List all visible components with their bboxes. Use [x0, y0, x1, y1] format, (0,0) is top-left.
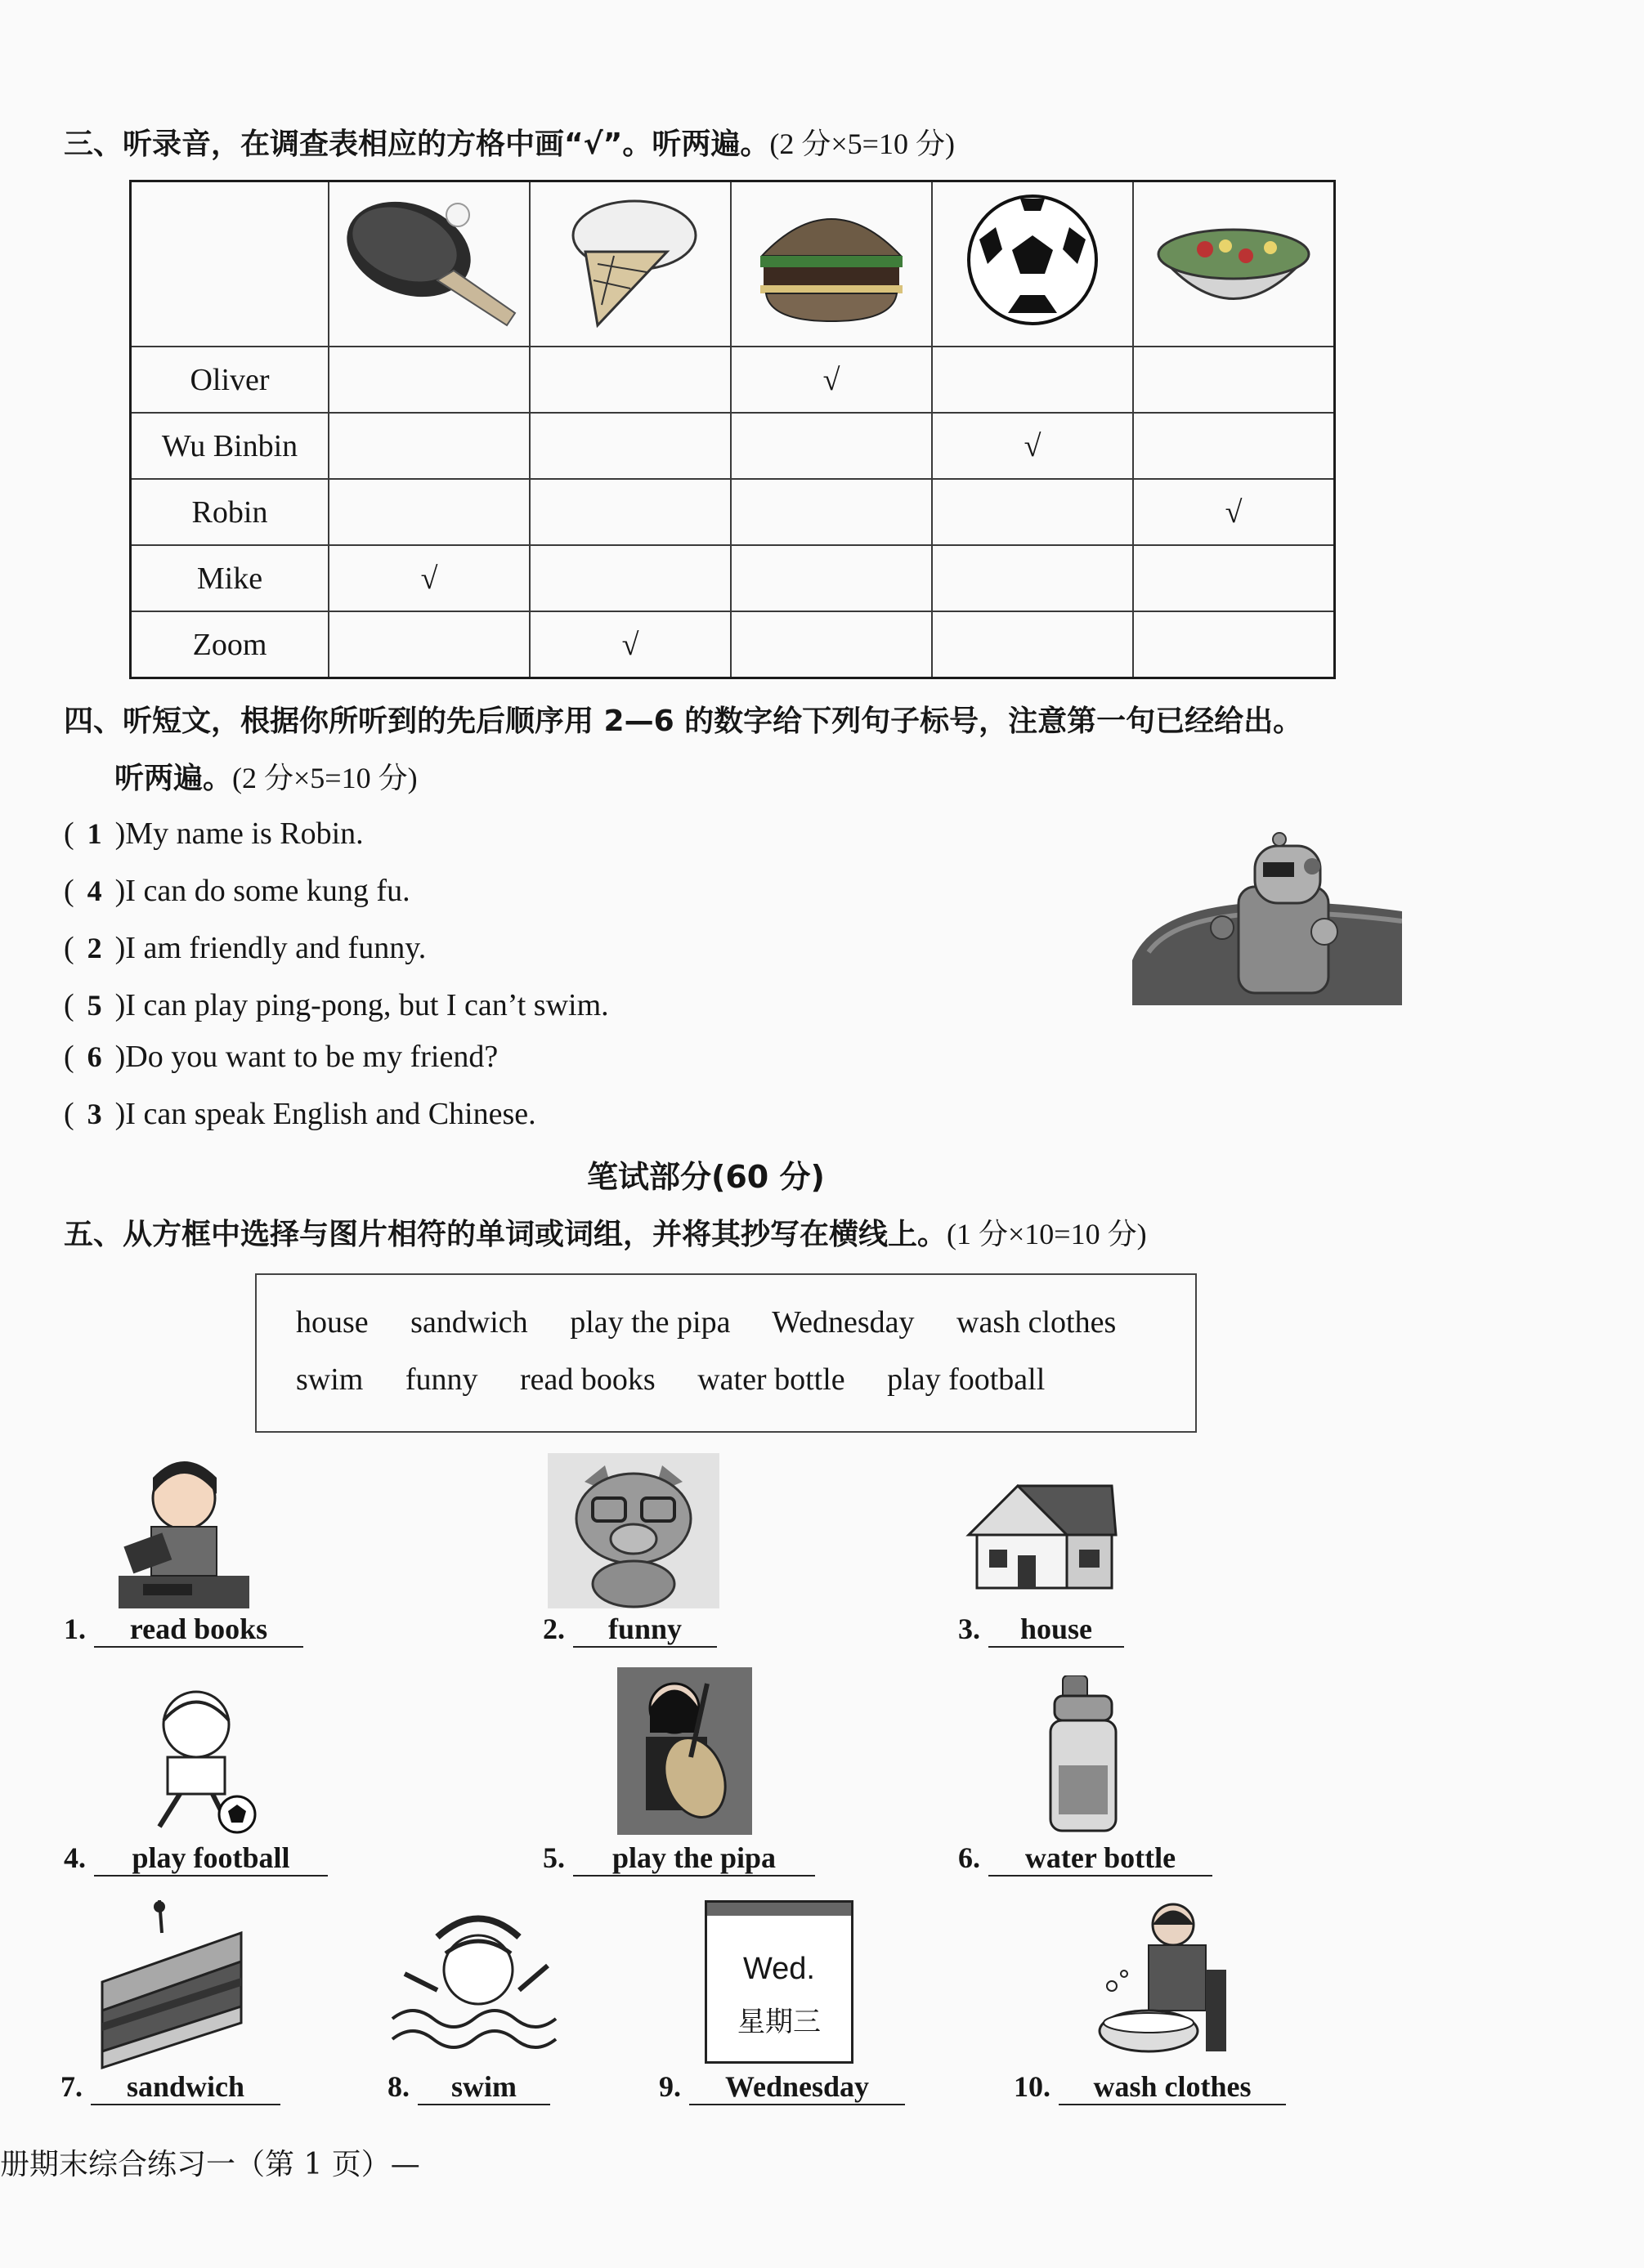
row-name: Mike — [131, 545, 329, 611]
calendar-day-cn: 星期三 — [737, 2006, 821, 2038]
answer-10: 10. wash clothes — [1014, 2069, 1286, 2105]
row-name: Wu Binbin — [131, 413, 329, 479]
salad-bowl-icon — [1133, 181, 1335, 347]
robot-icon — [1132, 830, 1402, 1013]
answer-6: 6. water bottle — [958, 1841, 1212, 1877]
answer-blank[interactable]: water bottle — [988, 1841, 1212, 1877]
answer-2: 2. funny — [543, 1612, 717, 1648]
football-icon — [932, 181, 1133, 347]
survey-table — [129, 180, 1336, 679]
section4-heading-line2: 听两遍。(2 分×5=10 分) — [114, 762, 418, 795]
survey-row — [131, 611, 1335, 678]
word-option: house — [296, 1305, 369, 1340]
check-cell[interactable] — [329, 479, 530, 545]
word-option: sandwich — [410, 1305, 528, 1340]
section5-heading: 五、从方框中选择与图片相符的单词或词组，并将其抄写在横线上。(1 分×10=10 分) — [64, 1218, 1147, 1251]
page-footer: 册期末综合练习一（第 1 页）— — [0, 2148, 420, 2181]
row-name: Oliver — [131, 347, 329, 413]
check-cell[interactable]: √ — [1133, 479, 1335, 545]
check-cell[interactable] — [530, 479, 731, 545]
word-bank-row — [296, 1304, 1150, 1340]
answer-blank[interactable]: play football — [94, 1841, 328, 1877]
check-cell[interactable] — [1133, 347, 1335, 413]
answer-3: 3. house — [958, 1612, 1124, 1648]
check-cell[interactable] — [329, 347, 530, 413]
section4-heading: 四、听短文，根据你所听到的先后顺序用 2—6 的数字给下列句子标号，注意第一句已经给出。 — [64, 705, 1303, 738]
order-number[interactable]: 4 — [87, 875, 102, 907]
check-cell[interactable] — [1133, 611, 1335, 678]
answer-blank[interactable]: play the pipa — [573, 1841, 815, 1877]
list-item: ( 2 )I am friendly and funny. — [64, 931, 427, 965]
survey-row — [131, 479, 1335, 545]
check-cell[interactable] — [731, 479, 932, 545]
word-option: wash clothes — [956, 1305, 1117, 1340]
check-cell[interactable] — [329, 611, 530, 678]
word-bank-box — [255, 1273, 1197, 1433]
check-cell[interactable]: √ — [329, 545, 530, 611]
answer-5: 5. play the pipa — [543, 1841, 815, 1877]
hamburger-icon — [731, 181, 932, 347]
order-number[interactable]: 3 — [87, 1098, 102, 1130]
sentence-list — [64, 816, 1127, 1137]
answer-blank[interactable]: Wednesday — [689, 2069, 905, 2105]
girl-reading-icon — [119, 1453, 249, 1608]
word-option: water bottle — [697, 1362, 845, 1397]
pig-toy-icon — [548, 1453, 719, 1608]
section3-heading: 三、听录音，在调查表相应的方格中画“√”。听两遍。(2 分×5=10 分) — [64, 127, 955, 161]
answer-9: 9. Wednesday — [659, 2069, 905, 2105]
check-cell[interactable] — [530, 413, 731, 479]
check-cell[interactable] — [329, 413, 530, 479]
check-cell[interactable] — [1133, 413, 1335, 479]
sandwich-icon — [98, 1900, 249, 2072]
check-cell[interactable] — [530, 545, 731, 611]
boy-football-icon — [131, 1675, 266, 1835]
check-cell[interactable] — [731, 611, 932, 678]
word-option: read books — [520, 1362, 656, 1397]
check-cell[interactable] — [932, 347, 1133, 413]
check-cell[interactable] — [731, 545, 932, 611]
boy-swimming-icon — [388, 1904, 560, 2068]
water-bottle-icon — [1038, 1675, 1128, 1835]
answer-7: 7. sandwich — [60, 2069, 280, 2105]
word-option: play football — [887, 1362, 1046, 1397]
corner-cell — [131, 181, 329, 347]
list-item: ( 5 )I can play ping-pong, but I can’t swim. — [64, 988, 609, 1022]
answer-1: 1. read books — [64, 1612, 303, 1648]
order-number[interactable]: 5 — [87, 989, 102, 1022]
check-cell[interactable]: √ — [932, 413, 1133, 479]
check-cell[interactable] — [731, 413, 932, 479]
list-item: ( 1 )My name is Robin. — [64, 816, 364, 851]
survey-row — [131, 413, 1335, 479]
check-cell[interactable] — [932, 611, 1133, 678]
answer-blank[interactable]: swim — [418, 2069, 550, 2105]
check-cell[interactable] — [932, 545, 1133, 611]
answer-8: 8. swim — [387, 2069, 550, 2105]
order-number[interactable]: 1 — [87, 817, 102, 850]
answer-4: 4. play football — [64, 1841, 328, 1877]
list-item: ( 6 )Do you want to be my friend? — [64, 1040, 499, 1074]
check-cell[interactable] — [530, 347, 731, 413]
order-number[interactable]: 2 — [87, 932, 102, 964]
check-cell[interactable]: √ — [530, 611, 731, 678]
list-item: ( 4 )I can do some kung fu. — [64, 874, 410, 908]
word-option: play the pipa — [570, 1305, 731, 1340]
word-option: Wednesday — [772, 1305, 915, 1340]
survey-row — [131, 545, 1335, 611]
row-name: Robin — [131, 479, 329, 545]
answer-blank[interactable]: house — [988, 1612, 1124, 1648]
word-option: funny — [405, 1362, 478, 1397]
answer-blank[interactable]: read books — [94, 1612, 303, 1648]
girl-pipa-icon — [617, 1667, 752, 1835]
list-item: ( 3 )I can speak English and Chinese. — [64, 1097, 536, 1131]
answer-blank[interactable]: funny — [573, 1612, 717, 1648]
order-number[interactable]: 6 — [87, 1040, 102, 1073]
house-icon — [961, 1478, 1120, 1596]
answer-blank[interactable]: sandwich — [91, 2069, 280, 2105]
check-cell[interactable] — [932, 479, 1133, 545]
girl-washing-clothes-icon — [1091, 1896, 1230, 2068]
survey-row — [131, 347, 1335, 413]
check-cell[interactable]: √ — [731, 347, 932, 413]
written-part-title: 笔试部分(60 分) — [587, 1159, 825, 1195]
word-bank-row — [296, 1362, 1079, 1398]
word-option: swim — [296, 1362, 364, 1397]
ice-cream-icon — [530, 181, 731, 347]
answer-blank[interactable]: wash clothes — [1059, 2069, 1286, 2105]
check-cell[interactable] — [1133, 545, 1335, 611]
calendar-icon — [705, 1900, 853, 2064]
ping-pong-paddle-icon — [329, 181, 530, 347]
calendar-day-en: Wed. — [742, 1952, 815, 1986]
row-name: Zoom — [131, 611, 329, 678]
